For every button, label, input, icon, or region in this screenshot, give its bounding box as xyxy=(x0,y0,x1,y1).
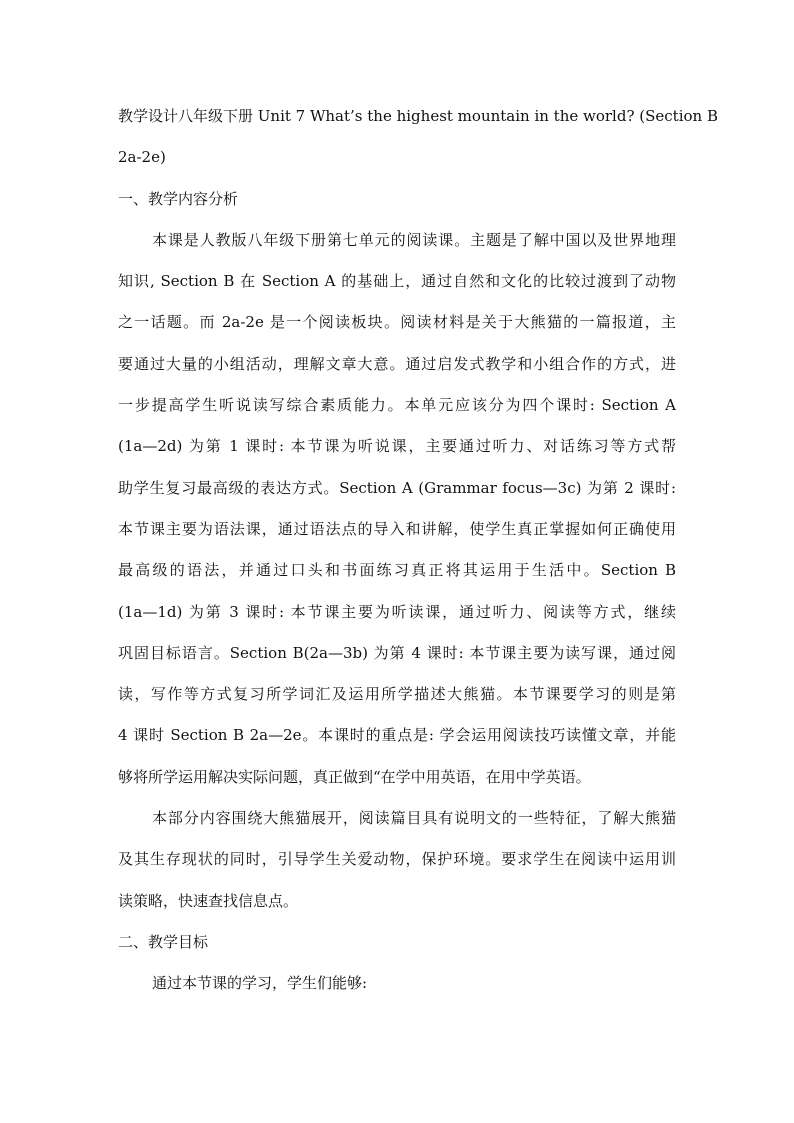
paragraph-line: 知识, Section B 在 Section A 的基础上，通过自然和文化的比较过渡到了动物 xyxy=(118,272,676,291)
paragraph-line: 4 课时 Section B 2a—2e。本课时的重点是: 学会运用阅读技巧读懂文章，并能 xyxy=(118,726,676,745)
paragraph-line: 助学生复习最高级的表达方式。Section A (Grammar focus—3c) 为第 2 课时: xyxy=(118,478,676,497)
paragraph-line: 本部分内容围绕大熊猫展开，阅读篇目具有说明文的一些特征，了解大熊猫 xyxy=(152,809,676,828)
paragraph-line: 及其生存现状的同时，引导学生关爱动物，保护环境。要求学生在阅读中运用训 xyxy=(118,850,676,869)
document-body xyxy=(118,96,718,1005)
paragraph-line: 最高级的语法，并通过口头和书面练习真正将其运用于生活中。Section B xyxy=(118,561,676,580)
section-heading-teaching-goals: 二、教学目标 xyxy=(118,932,209,951)
paragraph-line: 一步提高学生听说读写综合素质能力。本单元应该分为四个课时: Section A xyxy=(118,396,676,415)
paragraph-line: 巩固目标语言。Section B(2a—3b) 为第 4 课时: 本节课主要为读写课，通过阅 xyxy=(118,643,676,662)
paragraph-line: 本课是人教版八年级下册第七单元的阅读课。主题是了解中国以及世界地理 xyxy=(152,230,676,249)
paragraph-line: 要通过大量的小组活动，理解文章大意。通过启发式教学和小组合作的方式，进 xyxy=(118,354,676,373)
paragraph-line: 读策略，快速查找信息点。 xyxy=(118,891,299,910)
document-title-line-2: 2a-2e) xyxy=(118,148,166,167)
paragraph-line: 本节课主要为语法课，通过语法点的导入和讲解，使学生真正掌握如何正确使用 xyxy=(118,519,676,538)
paragraph-teaching-goals-intro: 通过本节课的学习，学生们能够: xyxy=(152,974,368,993)
paragraph-content-analysis xyxy=(118,220,676,798)
paragraph-panda-content xyxy=(118,798,676,922)
paragraph-line: (1a—2d) 为第 1 课时: 本节课为听说课，主要通过听力、对话练习等方式帮 xyxy=(118,437,676,456)
paragraph-line: 之一话题。而 2a-2e 是一个阅读板块。阅读材料是关于大熊猫的一篇报道，主 xyxy=(118,313,676,332)
document-title-line-1: 教学设计八年级下册 Unit 7 What’s the highest mountain in the world? (Section B xyxy=(118,107,718,125)
paragraph-line: 够将所学运用解决实际问题，真正做到“在学中用英语，在用中学英语。 xyxy=(118,767,591,786)
section-heading-content-analysis: 一、教学内容分析 xyxy=(118,189,239,208)
paragraph-line: (1a—1d) 为第 3 课时: 本节课主要为听读课，通过听力、阅读等方式，继续 xyxy=(118,602,676,621)
paragraph-line: 读，写作等方式复习所学词汇及运用所学描述大熊猫。本节课要学习的则是第 xyxy=(118,685,676,704)
